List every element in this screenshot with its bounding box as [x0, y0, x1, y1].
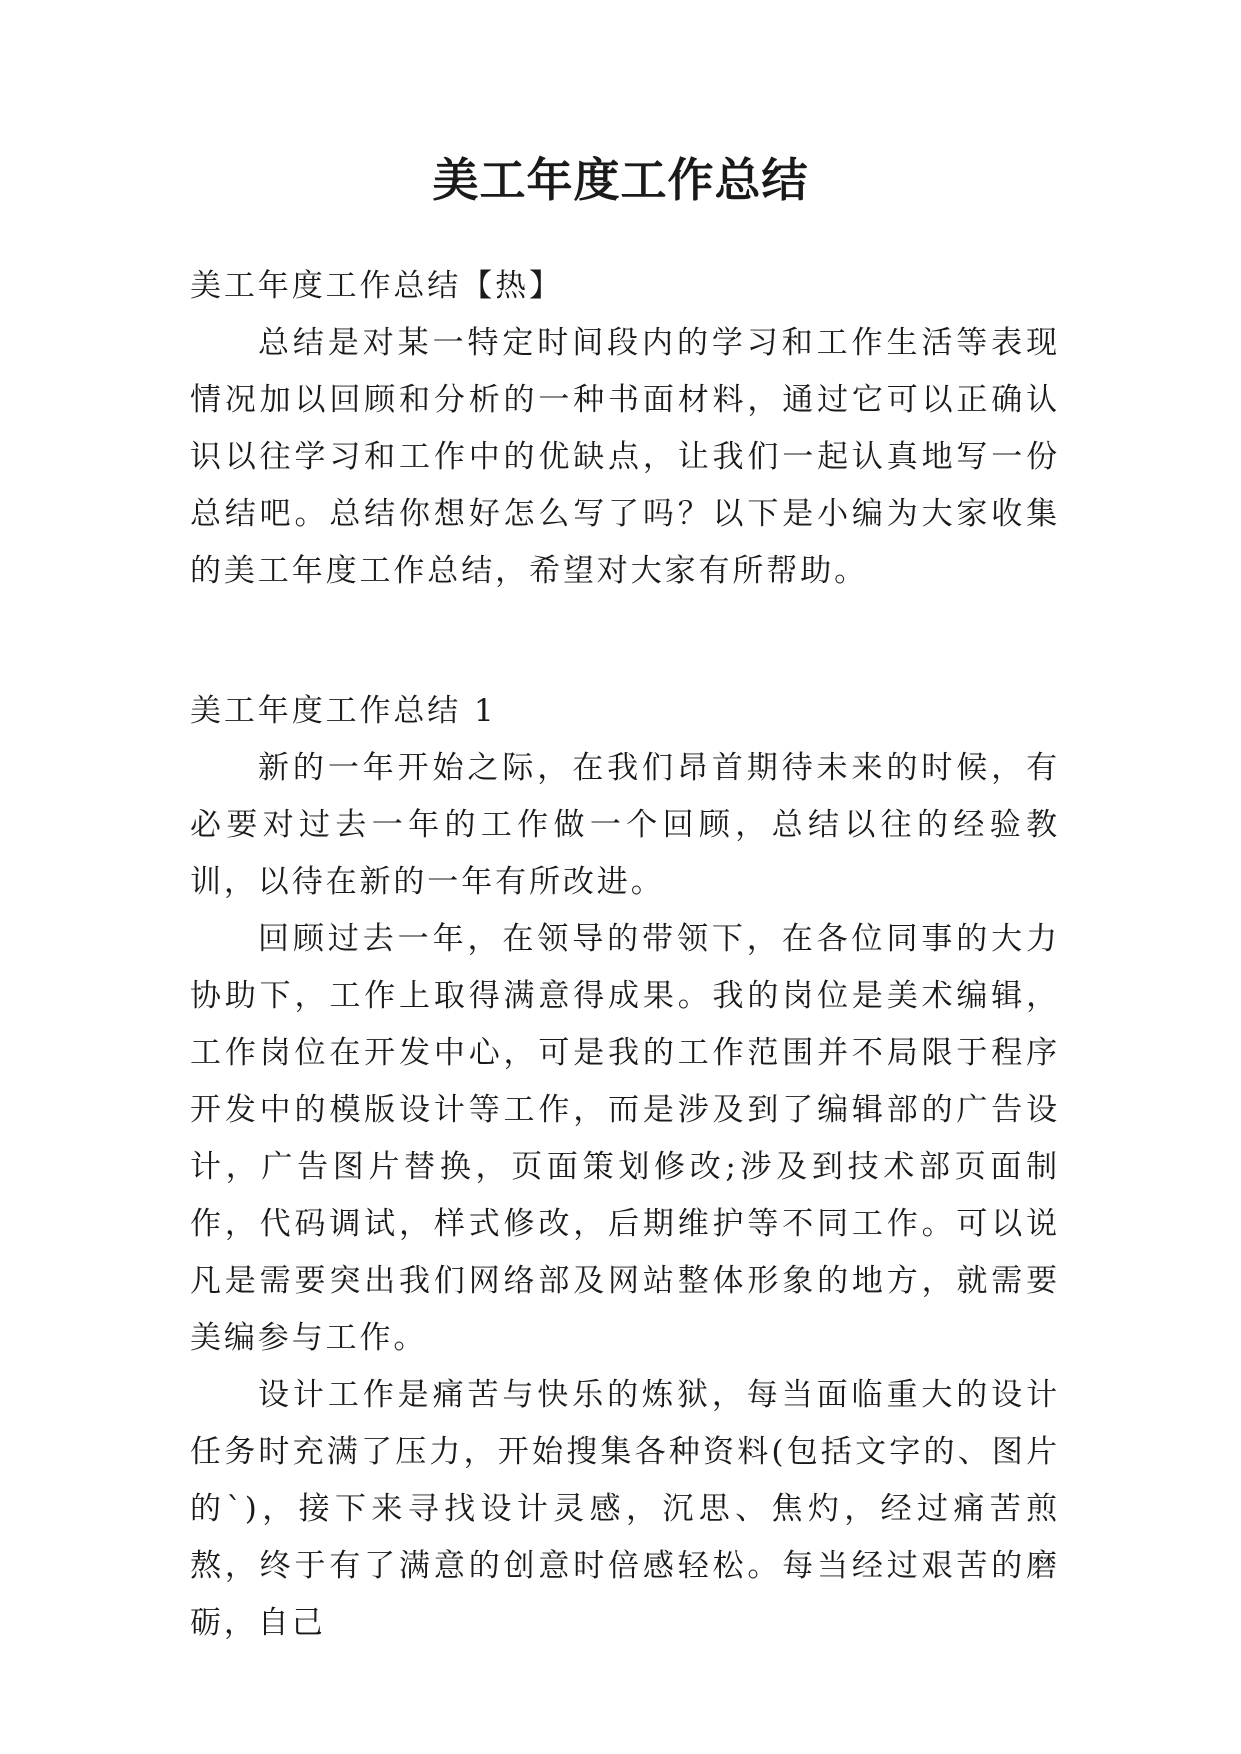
section-1-paragraph-1: 新的一年开始之际，在我们昂首期待未来的时候，有必要对过去一年的工作做一个回顾，总结以往的经验教训，以待在新的一年有所改进。 — [190, 750, 1060, 900]
intro-heading: 美工年度工作总结【热】 — [190, 268, 563, 304]
intro-paragraph: 总结是对某一特定时间段内的学习和工作生活等表现情况加以回顾和分析的一种书面材料，通过它可以正确认识以往学习和工作中的优缺点，让我们一起认真地写一份总结吧。总结你想好怎么写了吗？以下是小编为大家收集的美工年度工作总结，希望对大家有所帮助。 — [190, 325, 1060, 589]
section-1-heading: 美工年度工作总结 1 — [190, 693, 497, 729]
section-1-paragraph-3: 设计工作是痛苦与快乐的炼狱，每当面临重大的设计任务时充满了压力，开始搜集各种资料(包括文字的、图片的`)，接下来寻找设计灵感，沉思、焦灼，经过痛苦煎熬，终于有了满意的创意时倍感轻松。每当经过艰苦的磨砺，自己 — [190, 1377, 1060, 1641]
intro-section — [190, 258, 1060, 600]
document-title: 美工年度工作总结 — [432, 153, 809, 207]
section-1 — [190, 683, 1060, 1652]
section-1-paragraph-2: 回顾过去一年，在领导的带领下，在各位同事的大力协助下，工作上取得满意得成果。我的岗位是美术编辑，工作岗位在开发中心，可是我的工作范围并不局限于程序开发中的模版设计等工作，而是涉及到了编辑部的广告设计，广告图片替换，页面策划修改;涉及到技术部页面制作，代码调试，样式修改，后期维护等不同工作。可以说凡是需要突出我们网络部及网站整体形象的地方，就需要美编参与工作。 — [190, 921, 1060, 1356]
